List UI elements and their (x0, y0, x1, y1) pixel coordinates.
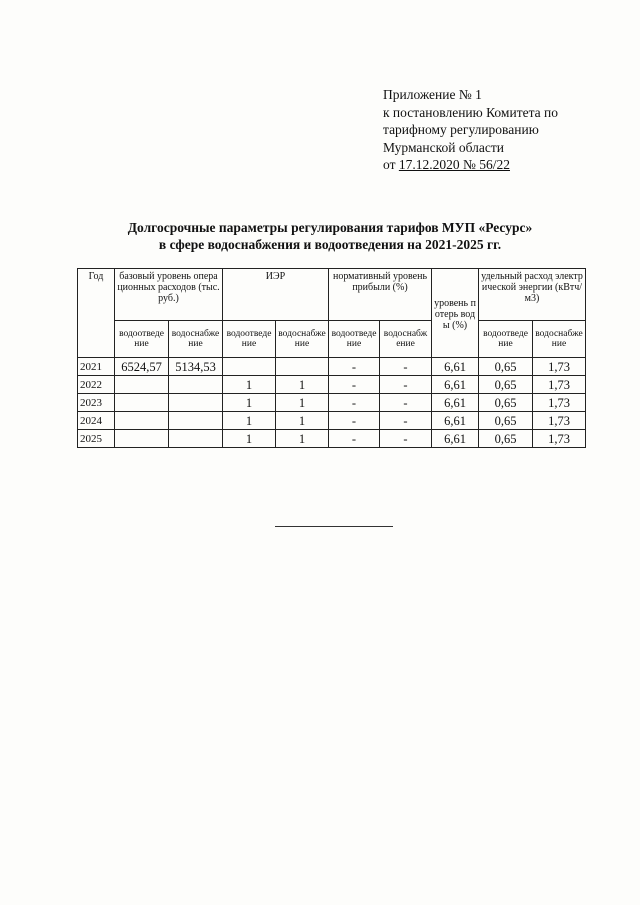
cell-base-wo (115, 430, 169, 448)
cell-losses: 6,61 (432, 376, 479, 394)
header-energy: удельный расход электрической энергии (кВтч/м3) (479, 269, 586, 321)
subheader-base-wo: водоотведение (115, 321, 169, 358)
table-row (78, 412, 586, 430)
cell-ier-wo: 1 (223, 394, 276, 412)
cell-profit-wo: - (329, 376, 380, 394)
cell-year: 2024 (78, 412, 115, 430)
cell-losses: 6,61 (432, 412, 479, 430)
table-row (78, 394, 586, 412)
cell-profit-wo: - (329, 358, 380, 376)
cell-base-ws: 5134,53 (169, 358, 223, 376)
cell-energy-wo: 0,65 (479, 394, 533, 412)
cell-ier-wo: 1 (223, 412, 276, 430)
cell-profit-ws: - (380, 358, 432, 376)
appendix-block (383, 86, 558, 174)
document-title (60, 219, 600, 253)
header-ier: ИЭР (223, 269, 329, 321)
subheader-base-ws: водоснабжение (169, 321, 223, 358)
cell-ier-wo: 1 (223, 430, 276, 448)
cell-ier-wo (223, 358, 276, 376)
subheader-energy-wo: водоотведение (479, 321, 533, 358)
appendix-date: 17.12.2020 № 56/22 (398, 157, 510, 172)
cell-energy-ws: 1,73 (533, 358, 586, 376)
appendix-date-line (383, 156, 558, 174)
cell-profit-ws: - (380, 412, 432, 430)
cell-base-wo (115, 412, 169, 430)
table-row (78, 358, 586, 376)
cell-profit-wo: - (329, 430, 380, 448)
cell-energy-ws: 1,73 (533, 394, 586, 412)
subheader-ier-ws: водоснабжение (276, 321, 329, 358)
cell-ier-ws: 1 (276, 394, 329, 412)
subheader-row (78, 321, 586, 358)
parameters-table (77, 268, 586, 448)
cell-base-ws (169, 394, 223, 412)
cell-base-wo: 6524,57 (115, 358, 169, 376)
header-profit: нормативный уровень прибыли (%) (329, 269, 432, 321)
cell-profit-ws: - (380, 394, 432, 412)
appendix-number: Приложение № 1 (383, 87, 482, 102)
cell-profit-wo: - (329, 394, 380, 412)
title-line-1: Долгосрочные параметры регулирования тарифов МУП «Ресурс» (127, 220, 533, 235)
cell-year: 2021 (78, 358, 115, 376)
closing-divider (275, 526, 393, 527)
header-losses: уровень потерь воды (%) (432, 269, 479, 358)
cell-energy-wo: 0,65 (479, 358, 533, 376)
cell-ier-ws: 1 (276, 412, 329, 430)
subheader-profit-wo: водоотведение (329, 321, 380, 358)
cell-energy-ws: 1,73 (533, 430, 586, 448)
header-base-costs: базовый уровень операционных расходов (тыс. руб.) (115, 269, 223, 321)
cell-year: 2025 (78, 430, 115, 448)
cell-losses: 6,61 (432, 430, 479, 448)
cell-year: 2023 (78, 394, 115, 412)
cell-energy-ws: 1,73 (533, 376, 586, 394)
cell-year: 2022 (78, 376, 115, 394)
header-row (78, 269, 586, 321)
cell-energy-wo: 0,65 (479, 430, 533, 448)
cell-base-ws (169, 376, 223, 394)
cell-energy-wo: 0,65 (479, 376, 533, 394)
appendix-line-2: к постановлению Комитета по (383, 104, 558, 120)
cell-ier-ws: 1 (276, 430, 329, 448)
subheader-profit-ws: водоснабжение (380, 321, 432, 358)
cell-base-ws (169, 412, 223, 430)
cell-profit-wo: - (329, 412, 380, 430)
appendix-line-4: Мурманской области (383, 139, 504, 155)
subheader-ier-wo: водоотведение (223, 321, 276, 358)
cell-energy-wo: 0,65 (479, 412, 533, 430)
appendix-line-3: тарифному регулированию (383, 122, 539, 137)
cell-base-ws (169, 430, 223, 448)
subheader-energy-ws: водоснабжение (533, 321, 586, 358)
cell-base-wo (115, 376, 169, 394)
cell-losses: 6,61 (432, 358, 479, 376)
appendix-date-prefix: от (383, 157, 399, 172)
cell-ier-wo: 1 (223, 376, 276, 394)
cell-base-wo (115, 394, 169, 412)
cell-profit-ws: - (380, 376, 432, 394)
table-row (78, 376, 586, 394)
cell-profit-ws: - (380, 430, 432, 448)
cell-energy-ws: 1,73 (533, 412, 586, 430)
cell-ier-ws: 1 (276, 376, 329, 394)
cell-losses: 6,61 (432, 394, 479, 412)
title-line-2: в сфере водоснабжения и водоотведения на 2021-2025 гг. (158, 237, 502, 252)
table-row (78, 430, 586, 448)
cell-ier-ws (276, 358, 329, 376)
header-year: Год (78, 269, 115, 358)
